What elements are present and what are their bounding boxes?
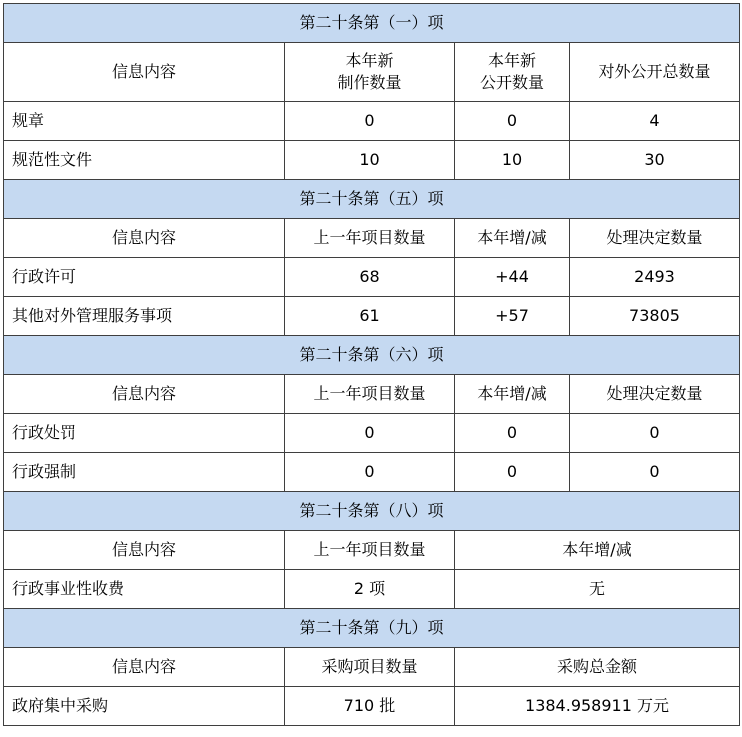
column-header: 信息内容 xyxy=(4,219,285,258)
table-row xyxy=(4,570,740,609)
table-cell: 0 xyxy=(455,453,570,492)
column-header xyxy=(455,43,570,102)
column-header: 本年增/减 xyxy=(455,219,570,258)
table-cell: 2493 xyxy=(570,258,740,297)
table-cell: 710 批 xyxy=(285,687,455,726)
table-cell: 73805 xyxy=(570,297,740,336)
column-header-row xyxy=(4,375,740,414)
section-header-row xyxy=(4,336,740,375)
section-title: 第二十条第（八）项 xyxy=(4,492,740,531)
table-row xyxy=(4,297,740,336)
table-cell: 2 项 xyxy=(285,570,455,609)
section-title: 第二十条第（一）项 xyxy=(4,4,740,43)
section-title: 第二十条第（六）项 xyxy=(4,336,740,375)
row-label: 行政许可 xyxy=(4,258,285,297)
table-cell: 0 xyxy=(570,414,740,453)
column-header-line: 本年新 xyxy=(345,51,394,70)
table-cell: 10 xyxy=(285,141,455,180)
column-header: 采购项目数量 xyxy=(285,648,455,687)
section-header-row xyxy=(4,492,740,531)
column-header-line: 制作数量 xyxy=(337,73,402,92)
table-row xyxy=(4,102,740,141)
table-cell: 0 xyxy=(285,453,455,492)
table-cell: 4 xyxy=(570,102,740,141)
column-header: 信息内容 xyxy=(4,531,285,570)
row-label: 行政处罚 xyxy=(4,414,285,453)
table-cell: 0 xyxy=(285,102,455,141)
column-header: 对外公开总数量 xyxy=(570,43,740,102)
table-cell: +44 xyxy=(455,258,570,297)
table-row xyxy=(4,414,740,453)
column-header-row xyxy=(4,43,740,102)
column-header: 上一年项目数量 xyxy=(285,219,455,258)
table-cell: 10 xyxy=(455,141,570,180)
column-header: 信息内容 xyxy=(4,375,285,414)
table-cell: 0 xyxy=(570,453,740,492)
table-cell: 1384.958911 万元 xyxy=(455,687,740,726)
table-cell: 无 xyxy=(455,570,740,609)
row-label: 行政事业性收费 xyxy=(4,570,285,609)
column-header: 上一年项目数量 xyxy=(285,375,455,414)
table-row xyxy=(4,258,740,297)
table-row xyxy=(4,687,740,726)
section-header-row xyxy=(4,180,740,219)
section-header-row xyxy=(4,609,740,648)
section-title: 第二十条第（五）项 xyxy=(4,180,740,219)
disclosure-table xyxy=(3,3,740,726)
table-row xyxy=(4,141,740,180)
row-label: 规范性文件 xyxy=(4,141,285,180)
column-header-row xyxy=(4,531,740,570)
section-header-row xyxy=(4,4,740,43)
column-header-line: 公开数量 xyxy=(479,73,544,92)
table-cell: 30 xyxy=(570,141,740,180)
table-cell: 68 xyxy=(285,258,455,297)
table-cell: +57 xyxy=(455,297,570,336)
section-title: 第二十条第（九）项 xyxy=(4,609,740,648)
table-cell: 0 xyxy=(455,414,570,453)
column-header-row xyxy=(4,648,740,687)
column-header-line: 本年新 xyxy=(487,51,536,70)
column-header: 处理决定数量 xyxy=(570,219,740,258)
table-cell: 0 xyxy=(285,414,455,453)
column-header-row xyxy=(4,219,740,258)
column-header: 信息内容 xyxy=(4,648,285,687)
column-header: 上一年项目数量 xyxy=(285,531,455,570)
column-header xyxy=(285,43,455,102)
row-label: 政府集中采购 xyxy=(4,687,285,726)
row-label: 规章 xyxy=(4,102,285,141)
column-header: 采购总金额 xyxy=(455,648,740,687)
table-row xyxy=(4,453,740,492)
column-header: 信息内容 xyxy=(4,43,285,102)
column-header: 本年增/减 xyxy=(455,375,570,414)
column-header: 处理决定数量 xyxy=(570,375,740,414)
table-cell: 0 xyxy=(455,102,570,141)
column-header: 本年增/减 xyxy=(455,531,740,570)
row-label: 行政强制 xyxy=(4,453,285,492)
table-cell: 61 xyxy=(285,297,455,336)
row-label: 其他对外管理服务事项 xyxy=(4,297,285,336)
